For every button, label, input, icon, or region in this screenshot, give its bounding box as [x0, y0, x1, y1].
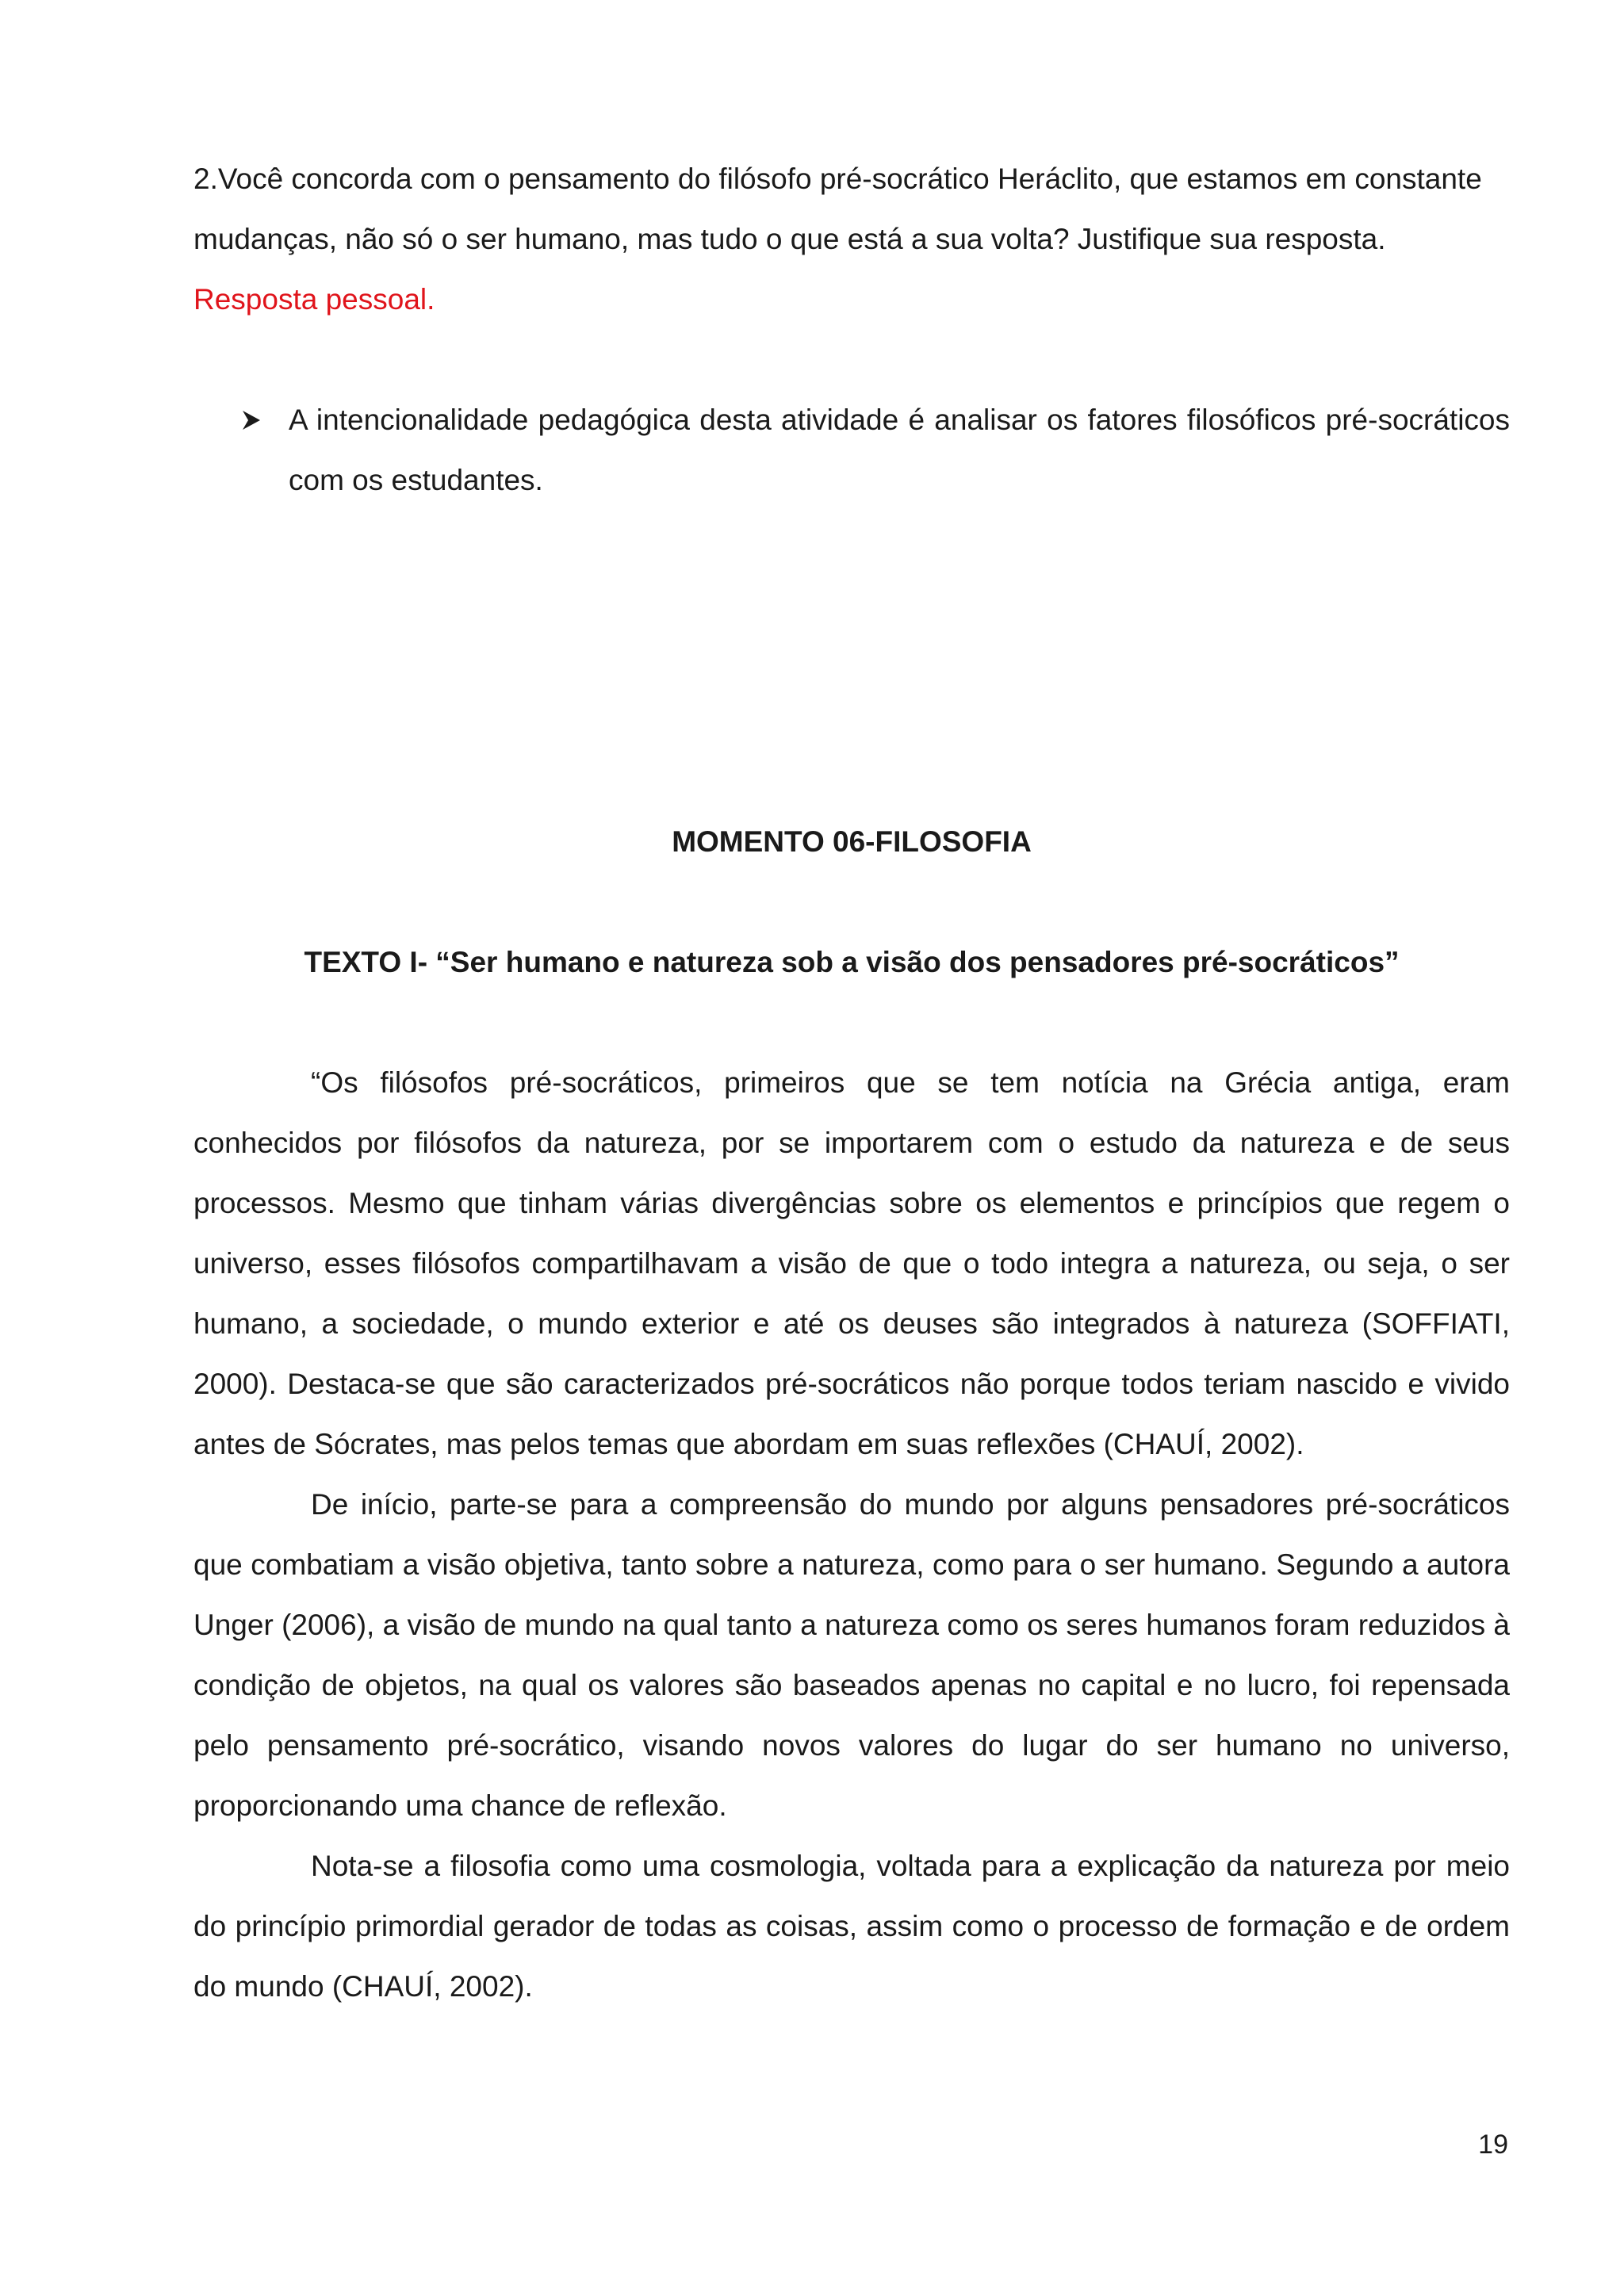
section-title: MOMENTO 06-FILOSOFIA — [672, 825, 1032, 858]
question-text: 2.Você concorda com o pensamento do filósofo pré-socrático Heráclito, que estamos em constante mudanças, não só o ser humano, mas tudo o que está a sua volta? Justifique sua resposta. — [193, 163, 1482, 255]
answer-text: Resposta pessoal. — [193, 283, 435, 316]
page-content — [193, 149, 1510, 2017]
paragraph-2: De início, parte-se para a compreensão do mundo por alguns pensadores pré-socráticos que combatiam a visão objetiva, tanto sobre a natureza, como para o ser humano. Segundo a autora Unger (2006), a visão de mundo na qual tanto a natureza como os seres humanos foram reduzidos à condição de objetos, na qual os valores são baseados apenas no capital e no lucro, foi repensada pelo pensamento pré-socrático, visando novos valores do lugar do ser humano no universo, proporcionando uma chance de reflexão. — [193, 1488, 1510, 1822]
arrowhead-bullet-icon — [241, 390, 289, 450]
body-text — [193, 1053, 1510, 2017]
pedagogical-note — [193, 390, 1510, 511]
page-number: 19 — [1478, 2130, 1508, 2160]
paragraph-3: Nota-se a filosofia como uma cosmologia, voltada para a explicação da natureza por meio do princípio primordial gerador de todas as coisas, assim como o processo de formação e de ordem do mundo (CHAUÍ, 2002). — [193, 1850, 1510, 2003]
pedagogical-note-text: A intencionalidade pedagógica desta atividade é analisar os fatores filosóficos pré-socráticos com os estudantes. — [289, 404, 1510, 496]
paragraph-1: “Os filósofos pré-socráticos, primeiros que se tem notícia na Grécia antiga, eram conhecidos por filósofos da natureza, por se importarem com o estudo da natureza e de seus processos. Mesmo que tinham várias divergências sobre os elementos e princípios que regem o universo, esses filósofos compartilhavam a visão de que o todo integra a natureza, ou seja, o ser humano, a sociedade, o mundo exterior e até os deuses são integrados à natureza (SOFFIATI, 2000). Destaca-se que são caracterizados pré-socráticos não porque todos teriam nascido e vivido antes de Sócrates, mas pelos temas que abordam em suas reflexões (CHAUÍ, 2002). — [193, 1066, 1510, 1460]
text-title: TEXTO I- “Ser humano e natureza sob a visão dos pensadores pré-socráticos” — [304, 946, 1400, 978]
